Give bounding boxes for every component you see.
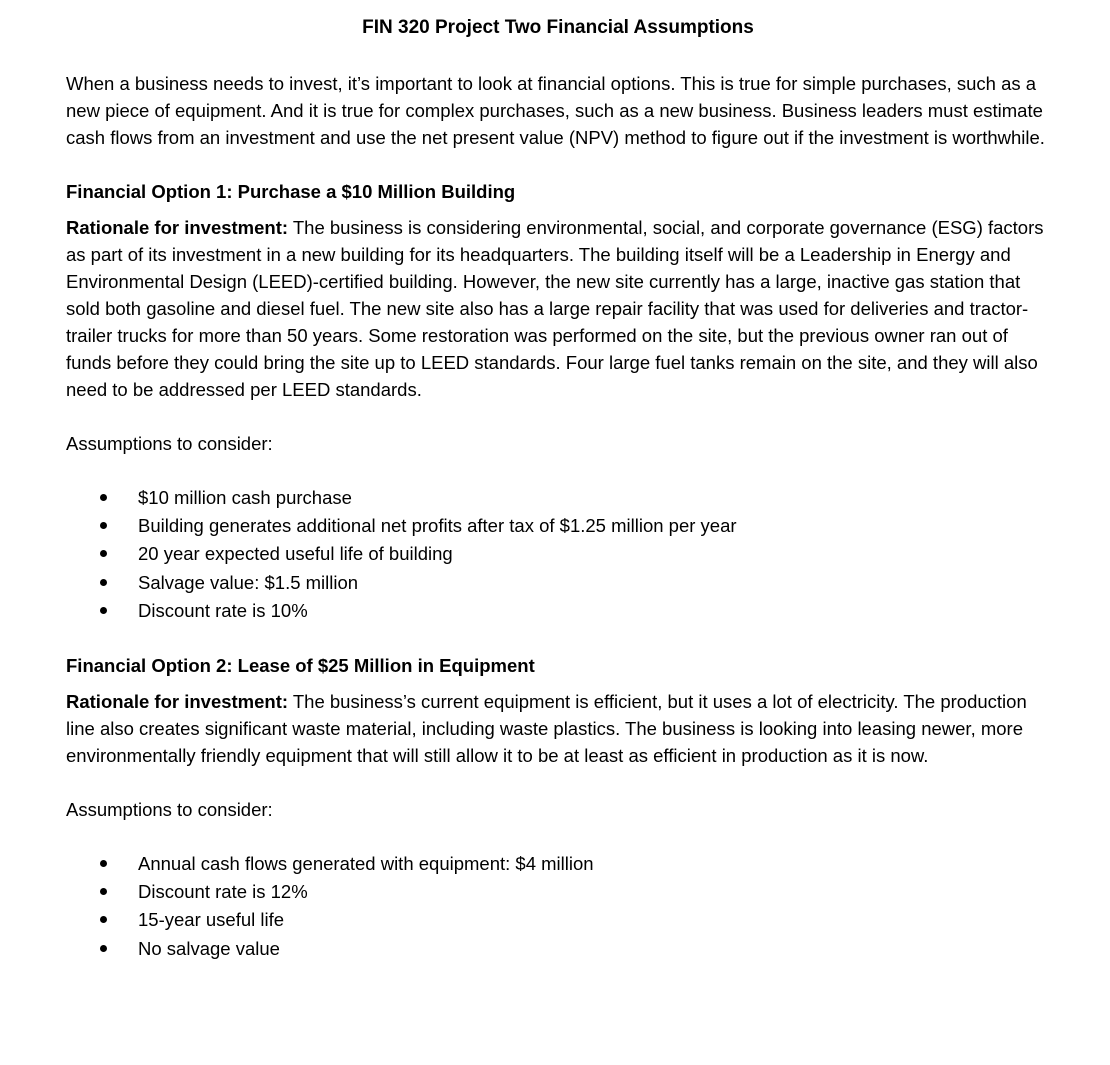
option-2-heading: Financial Option 2: Lease of $25 Million in Equipment [66,655,535,677]
option-2-assumptions-list [66,850,1050,963]
list-item: No salvage value [66,935,1050,963]
option-2-rationale-text: The business’s current equipment is efficient, but it uses a lot of electricity. The production line also creates significant waste material, including waste plastics. The business is looking into leasing newer, more environmentally friendly equipment that will still allow it to be at least as efficient in production as it is now. [66,691,1027,767]
option-2-rationale-label: Rationale for investment: [66,691,289,713]
option-2-rationale [66,688,1050,769]
list-item: Annual cash flows generated with equipment: $4 million [66,850,1050,878]
option-1-rationale [66,214,1050,403]
option-2-assumptions-label: Assumptions to consider: [66,799,273,821]
list-item: $10 million cash purchase [66,484,1050,512]
option-1-heading: Financial Option 1: Purchase a $10 Million Building [66,181,516,202]
bullet-icon [100,579,107,586]
bullet-icon [100,860,107,867]
option-1-assumptions-list [66,484,1050,625]
bullet-icon [100,888,107,895]
list-item: 15-year useful life [66,906,1050,934]
bullet-icon [100,522,107,529]
list-item: Building generates additional net profits after tax of $1.25 million per year [66,512,1050,540]
intro-paragraph: When a business needs to invest, it’s important to look at financial options. This is true for simple purchases, such as a new piece of equipment. And it is true for complex purchases, such as a new business. Business leaders must estimate cash flows from an investment and use the net present value (NPV) method to figure out if the investment is worthwhile. [66,73,1045,148]
option-1-assumptions-label: Assumptions to consider: [66,433,273,454]
bullet-icon [100,494,107,501]
bullet-icon [100,550,107,557]
bullet-icon [100,916,107,923]
list-item: Discount rate is 10% [66,597,1050,625]
document-title: FIN 320 Project Two Financial Assumptions [362,17,754,38]
bullet-icon [100,945,107,952]
list-item: 20 year expected useful life of building [66,540,1050,568]
list-item: Salvage value: $1.5 million [66,569,1050,597]
option-1-rationale-label: Rationale for investment: [66,217,289,238]
list-item: Discount rate is 12% [66,878,1050,906]
option-1-rationale-text: The business is considering environmental, social, and corporate governance (ESG) factors as part of its investment in a new building for its headquarters. The building itself will be a Leadership in Energy and Environmental Design (LEED)-certified building. However, the new site currently has a large, inactive gas station that sold both gasoline and diesel fuel. The new site also has a large repair facility that was used for deliveries and tractor-trailer trucks for more than 50 years. Some restoration was performed on the site, but the previous owner ran out of funds before they could bring the site up to LEED standards. Four large fuel tanks remain on the site, and they will also need to be addressed per LEED standards. [66,217,1044,400]
bullet-icon [100,607,107,614]
